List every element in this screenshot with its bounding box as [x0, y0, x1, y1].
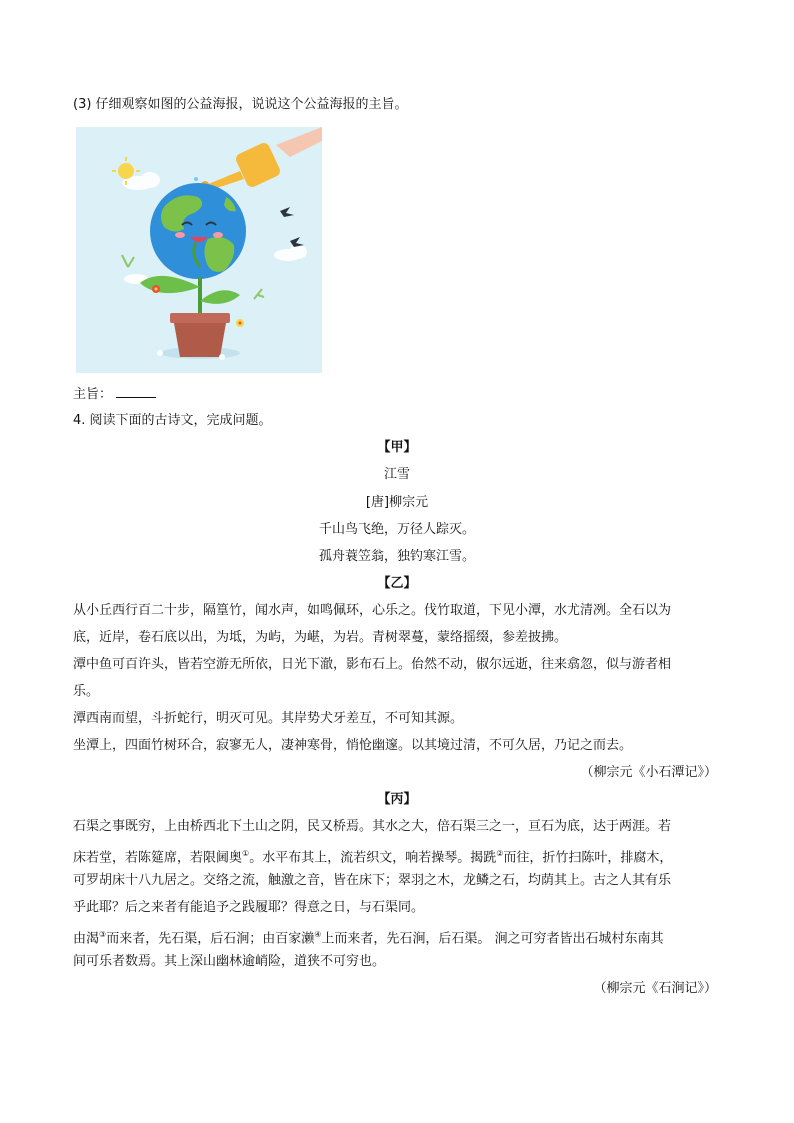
prose-line: 石渠之事既穷，上由桥西北下土山之阴，民又桥焉。其水之大，倍石渠三之一，亘石为底，达于两涯。若 — [73, 819, 672, 834]
prose-line — [73, 845, 721, 867]
footnote-marker: ① — [242, 849, 250, 858]
poster-illustration — [76, 127, 322, 373]
section-jia-marker: 【甲】 — [377, 440, 417, 455]
prose-line: 间可乐者数焉。其上深山幽林逾峭险，道狭不可穷也。 — [73, 954, 386, 969]
answer-label: 主旨： — [73, 387, 113, 402]
prose-line: 从小丘西行百二十步，隔篁竹，闻水声，如鸣佩环，心乐之。伐竹取道，下见小潭，水尤清冽。全石以为 — [73, 603, 672, 618]
prose-segment: 上而来者，先石涧，后石渠。 涧之可穷者皆出石城村东南其 — [321, 931, 664, 947]
prose-line: 潭西南而望，斗折蛇行，明灭可见。其岸势犬牙差互，不可知其源。 — [73, 711, 464, 726]
prose-line: 潭中鱼可百许头，皆若空游无所依，日光下澈，影布石上。佁然不动，俶尔远逝，往来翕忽，似与游者相 — [73, 657, 672, 672]
footnote-marker: ② — [496, 849, 504, 858]
prose-segment: 而往，折竹扫陈叶，排腐木， — [503, 850, 673, 866]
prose-segment: 。水平布其上，流若织文，响若操琴。揭跣 — [249, 850, 497, 866]
flower-pot-icon — [160, 313, 240, 359]
prose-segment: 床若堂，若陈筵席，若限阃奥 — [73, 850, 243, 866]
question-4-intro: 4. 阅读下面的古诗文，完成问题。 — [73, 413, 272, 428]
prose-line: 乐。 — [73, 684, 100, 699]
prose-line: 乎此耶？后之来者有能追予之践履耶？得意之日，与石渠同。 — [73, 900, 425, 915]
prose-line: 可罗胡床十八九居之。交络之流，触激之音，皆在床下；翠羽之木，龙鳞之石，均荫其上。古之人其有乐 — [73, 873, 672, 888]
answer-blank[interactable] — [116, 385, 156, 398]
prose-line: 坐潭上，四面竹树环合，寂寥无人，凄神寒骨，悄怆幽邃。以其境过清，不可久居，乃记之而去。 — [73, 738, 633, 753]
question-3-prompt: (3) 仔细观察如图的公益海报，说说这个公益海报的主旨。 — [73, 97, 408, 112]
footnote-marker: ④ — [314, 930, 322, 939]
prose-line: 底，近岸，卷石底以出，为坻，为屿，为嵁，为岩。青树翠蔓，蒙络摇缀，参差披拂。 — [73, 630, 568, 645]
watering-can-icon — [200, 127, 322, 195]
prose-line — [73, 926, 721, 948]
source-citation: （柳宗元《小石潭记》） — [580, 765, 717, 780]
section-bing-marker: 【丙】 — [377, 792, 417, 807]
prose-segment: 由渴 — [73, 931, 100, 947]
poem-title: 江雪 — [383, 467, 410, 482]
poem-author: [唐]柳宗元 — [365, 495, 429, 510]
section-yi-marker: 【乙】 — [377, 576, 417, 591]
poem-line: 千山鸟飞绝，万径人踪灭。 — [318, 522, 475, 537]
prose-segment: 而来者，先石渠，后石涧；由百家濑 — [106, 931, 315, 947]
footnote-marker: ③ — [99, 930, 107, 939]
answer-line — [73, 385, 721, 404]
public-welfare-poster — [76, 127, 322, 373]
poem-line: 孤舟蓑笠翁，独钓寒江雪。 — [318, 549, 475, 564]
swallow-icon — [280, 207, 304, 247]
source-citation: （柳宗元《石涧记》） — [593, 981, 717, 996]
